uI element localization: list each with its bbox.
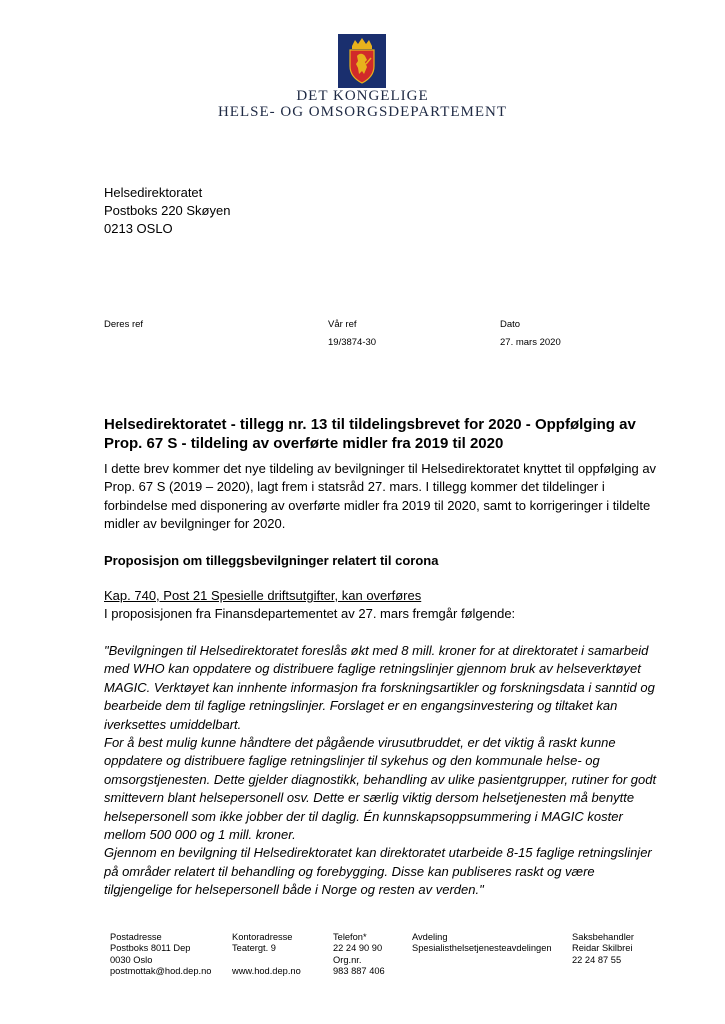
footer-saksbehandler: Saksbehandler Reidar Skilbrei 22 24 87 55	[572, 932, 635, 965]
var-ref-value: 19/3874-30	[328, 337, 377, 348]
quote-paragraph-1: "Bevilgningen til Helsedirektoratet foreslås økt med 8 mill. kroner for at direktoratet i samarbeid med WHO kan oppdatere og distribuere faglige retningslinjer gjennom bruk av helseverktøyet MAGIC. Verktøyet kan innhente informasjon fra forskningsartikler og forskningsdata i sanntid og bearbeide dem til faglige retningslinjer. Forslaget er en engangsinvestering og tiltaket kan iverksettes umiddelbart.	[104, 643, 655, 732]
var-ref-label: Vår ref	[328, 319, 357, 330]
footer-kontoradresse: Kontoradresse Teatergt. 9 www.hod.dep.no	[232, 932, 301, 976]
footer-telefon: Telefon* 22 24 90 90 Org.nr. 983 887 406	[333, 932, 385, 976]
dato-value: 27. mars 2020	[500, 337, 561, 348]
kap-intro-text: I proposisjonen fra Finansdepartementet av 27. mars fremgår følgende:	[104, 606, 516, 621]
letter-subject: Helsedirektoratet - tillegg nr. 13 til tildelingsbrevet for 2020 - Oppfølging av Prop. 67 S - tildeling av overførte midler fra 2019 til 2020	[104, 416, 636, 452]
quote-paragraph-2: For å best mulig kunne håndtere det pågående virusutbruddet, er det viktig å raskt kunne oppdatere og distribuere faglige retningslinjer til sykehus og den kommunale helse- og omsorgstjenesten. Dette gjelder diagnostikk, behandling av ulike pasientgrupper, rutiner for godt smittevern blant helsepersonell osv. Dette er særlig viktig dersom helsetjenesten må benytte helsepersonell som ikke jobber der til daglig. Én kunnskapsoppsummering i MAGIC koster mellom 500 000 og 1 mill. kroner.	[104, 735, 657, 843]
dato-label: Dato	[500, 319, 521, 330]
ministry-name-line-1: DET KONGELIGE	[296, 88, 429, 104]
kap-heading: Kap. 740, Post 21 Spesielle driftsutgifter, kan overføres	[104, 588, 422, 603]
recipient-city: 0213 OSLO	[104, 221, 173, 236]
ministry-name-line-2: HELSE- OG OMSORGSDEPARTEMENT	[217, 104, 508, 120]
footer-avdeling: Avdeling Spesialisthelsetjenesteavdelingen	[412, 932, 552, 954]
recipient-name: Helsedirektoratet	[104, 185, 203, 200]
footer-postadresse: Postadresse Postboks 8011 Dep 0030 Oslo postmottak@hod.dep.no	[110, 932, 212, 976]
deres-ref-label: Deres ref	[104, 319, 144, 330]
recipient-address: Postboks 220 Skøyen	[104, 203, 231, 218]
quote-block	[104, 642, 664, 900]
section-heading: Proposisjon om tilleggsbevilgninger relatert til corona	[104, 553, 439, 568]
intro-paragraph: I dette brev kommer det nye tildeling av bevilgninger til Helsedirektoratet knyttet til oppfølging av Prop. 67 S (2019 – 2020), lagt frem i statsråd 27. mars. I tillegg kommer det tildelinger i forbindelse med disponering av overførte midler fra 2019 til 2020, samt to korrigeringer i tildelte midler av bevilgninger for 2020.	[104, 461, 657, 532]
norway-coat-of-arms-icon	[338, 34, 386, 88]
quote-paragraph-3: Gjennom en bevilgning til Helsedirektoratet kan direktoratet utarbeide 8-15 faglige retningslinjer på områder relatert til behandling og forebygging. Disse kan publiseres raskt og være tilgjengelige for helsepersonell både i Norge og resten av verden."	[104, 845, 652, 898]
